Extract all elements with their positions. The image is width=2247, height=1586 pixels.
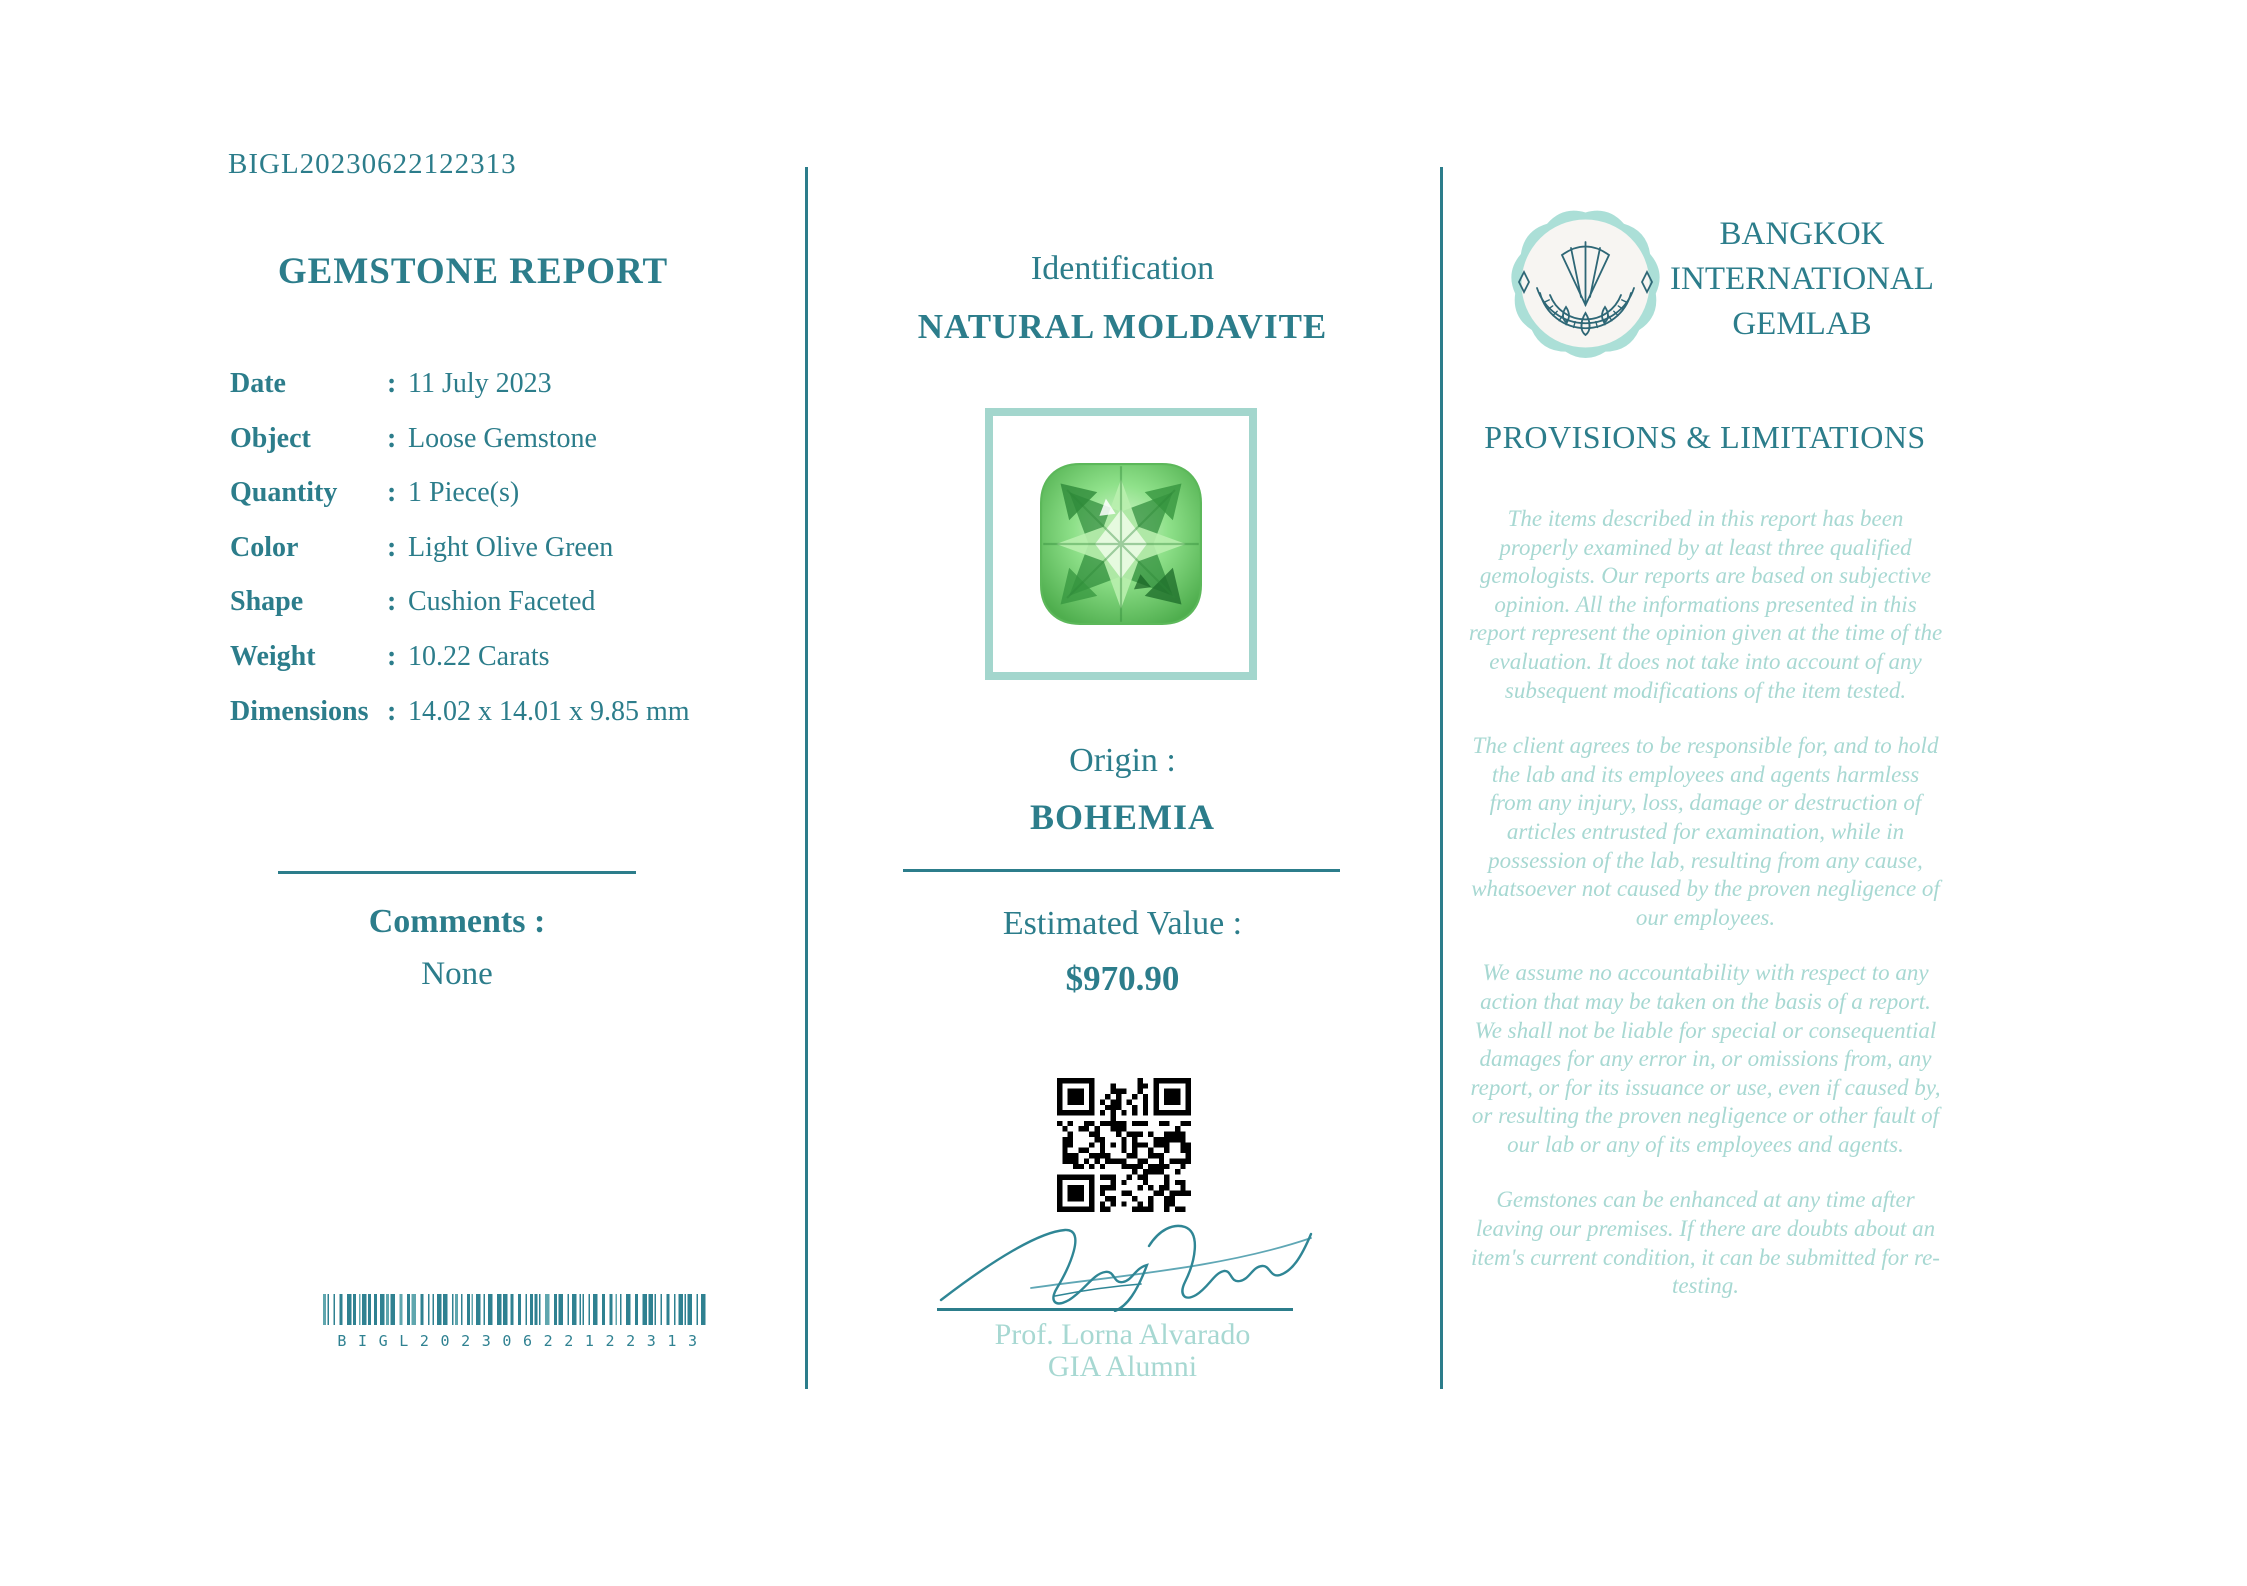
field-label: Date [230, 368, 286, 399]
comments-divider [278, 871, 636, 874]
field-colon: : [387, 368, 397, 399]
provisions-heading: PROVISIONS & LIMITATIONS [1484, 419, 1926, 455]
field-label: Quantity [230, 477, 338, 509]
field-row-quantity [230, 478, 790, 533]
field-colon: : [387, 586, 397, 618]
signer-title: GIA Alumni [1047, 1350, 1198, 1383]
signature-line [937, 1308, 1293, 1311]
field-value: 14.02 x 14.01 x 9.85 mm [408, 695, 690, 727]
qr-code [1057, 1078, 1191, 1212]
field-value: Loose Gemstone [408, 422, 597, 454]
report-title: GEMSTONE REPORT [277, 251, 669, 292]
signature [935, 1212, 1315, 1312]
field-colon: : [387, 640, 397, 672]
estimated-value-label: Estimated Value : [1002, 905, 1243, 942]
origin-value: BOHEMIA [1029, 797, 1215, 837]
identification-label: Identification [1030, 250, 1215, 287]
origin-label: Origin : [1069, 742, 1176, 779]
lab-name [1662, 212, 1942, 347]
field-value: 10.22 Carats [408, 640, 550, 672]
field-label: Object [230, 422, 311, 454]
field-row-color [230, 533, 790, 588]
value-divider [903, 869, 1340, 872]
field-row-date [230, 369, 790, 424]
report-number: BIGL20230622122313 [228, 148, 517, 180]
field-label: Shape [230, 586, 304, 618]
field-colon: : [387, 422, 397, 454]
provision-paragraph: The items described in this report has been properly examined by at least three qualified gemologists. Our reports are based on subjective opinion. All the informations presented in this report represent the opinion given at the time of the evaluation. It does not take into account of any subsequent modifications of the item tested. [1468, 506, 1943, 703]
gemstone-photo-frame [985, 408, 1257, 680]
barcode-text: BIGL20230622122313 [337, 1332, 709, 1350]
gemlab-logo-badge [1503, 201, 1668, 366]
gemstone-photo [1013, 436, 1229, 652]
gem-detail-fields [230, 369, 790, 751]
column-divider-right [1440, 167, 1443, 1389]
field-row-weight [230, 642, 790, 697]
field-colon: : [387, 477, 397, 509]
identification-value: NATURAL MOLDAVITE [917, 307, 1328, 346]
field-value: Light Olive Green [408, 531, 614, 563]
provision-paragraph: Gemstones can be enhanced at any time after leaving our premises. If there are doubts about an item's current condition, it can be submitted for re-testing. [1471, 1187, 1940, 1299]
barcode [323, 1294, 713, 1350]
estimated-value-amount: $970.90 [1065, 959, 1180, 998]
field-colon: : [387, 695, 397, 727]
lab-name-line: GEMLAB [1732, 306, 1872, 342]
field-label: Dimensions [230, 695, 369, 727]
lab-name-line: INTERNATIONAL [1670, 261, 1934, 297]
barcode-bars [323, 1294, 713, 1325]
qr-code-image [1057, 1078, 1191, 1212]
field-value: 1 Piece(s) [408, 477, 520, 509]
signer-name: Prof. Lorna Alvarado [994, 1318, 1251, 1351]
field-label: Color [230, 531, 299, 563]
field-row-shape [230, 587, 790, 642]
lab-name-line: BANGKOK [1719, 216, 1885, 252]
field-row-dimensions [230, 697, 790, 752]
field-row-object [230, 424, 790, 479]
signature-script [935, 1212, 1315, 1312]
gemlab-logo-icon [1503, 201, 1668, 366]
comments-heading: Comments : [368, 903, 546, 940]
provisions-paragraphs [1468, 505, 1943, 1328]
field-value: 11 July 2023 [408, 368, 552, 399]
provision-paragraph: We assume no accountability with respect to any action that may be taken on the basis of a report. We shall not be liable for special or consequential damages for any error in, or omissions from, any report, or for its issuance or use, even if caused by, or resulting the proven negligence or other fault of our lab or any of its employees and agents. [1470, 960, 1941, 1157]
field-label: Weight [230, 640, 316, 672]
field-value: Cushion Faceted [408, 586, 596, 618]
field-colon: : [387, 531, 397, 563]
provision-paragraph: The client agrees to be responsible for, and to hold the lab and its employees and agents harmless from any injury, loss, damage or destruction of articles entrusted for examination, while in possession of the lab, resulting from any cause, whatsoever not caused by the proven negligence of our employees. [1471, 733, 1940, 930]
comments-value: None [421, 956, 493, 992]
